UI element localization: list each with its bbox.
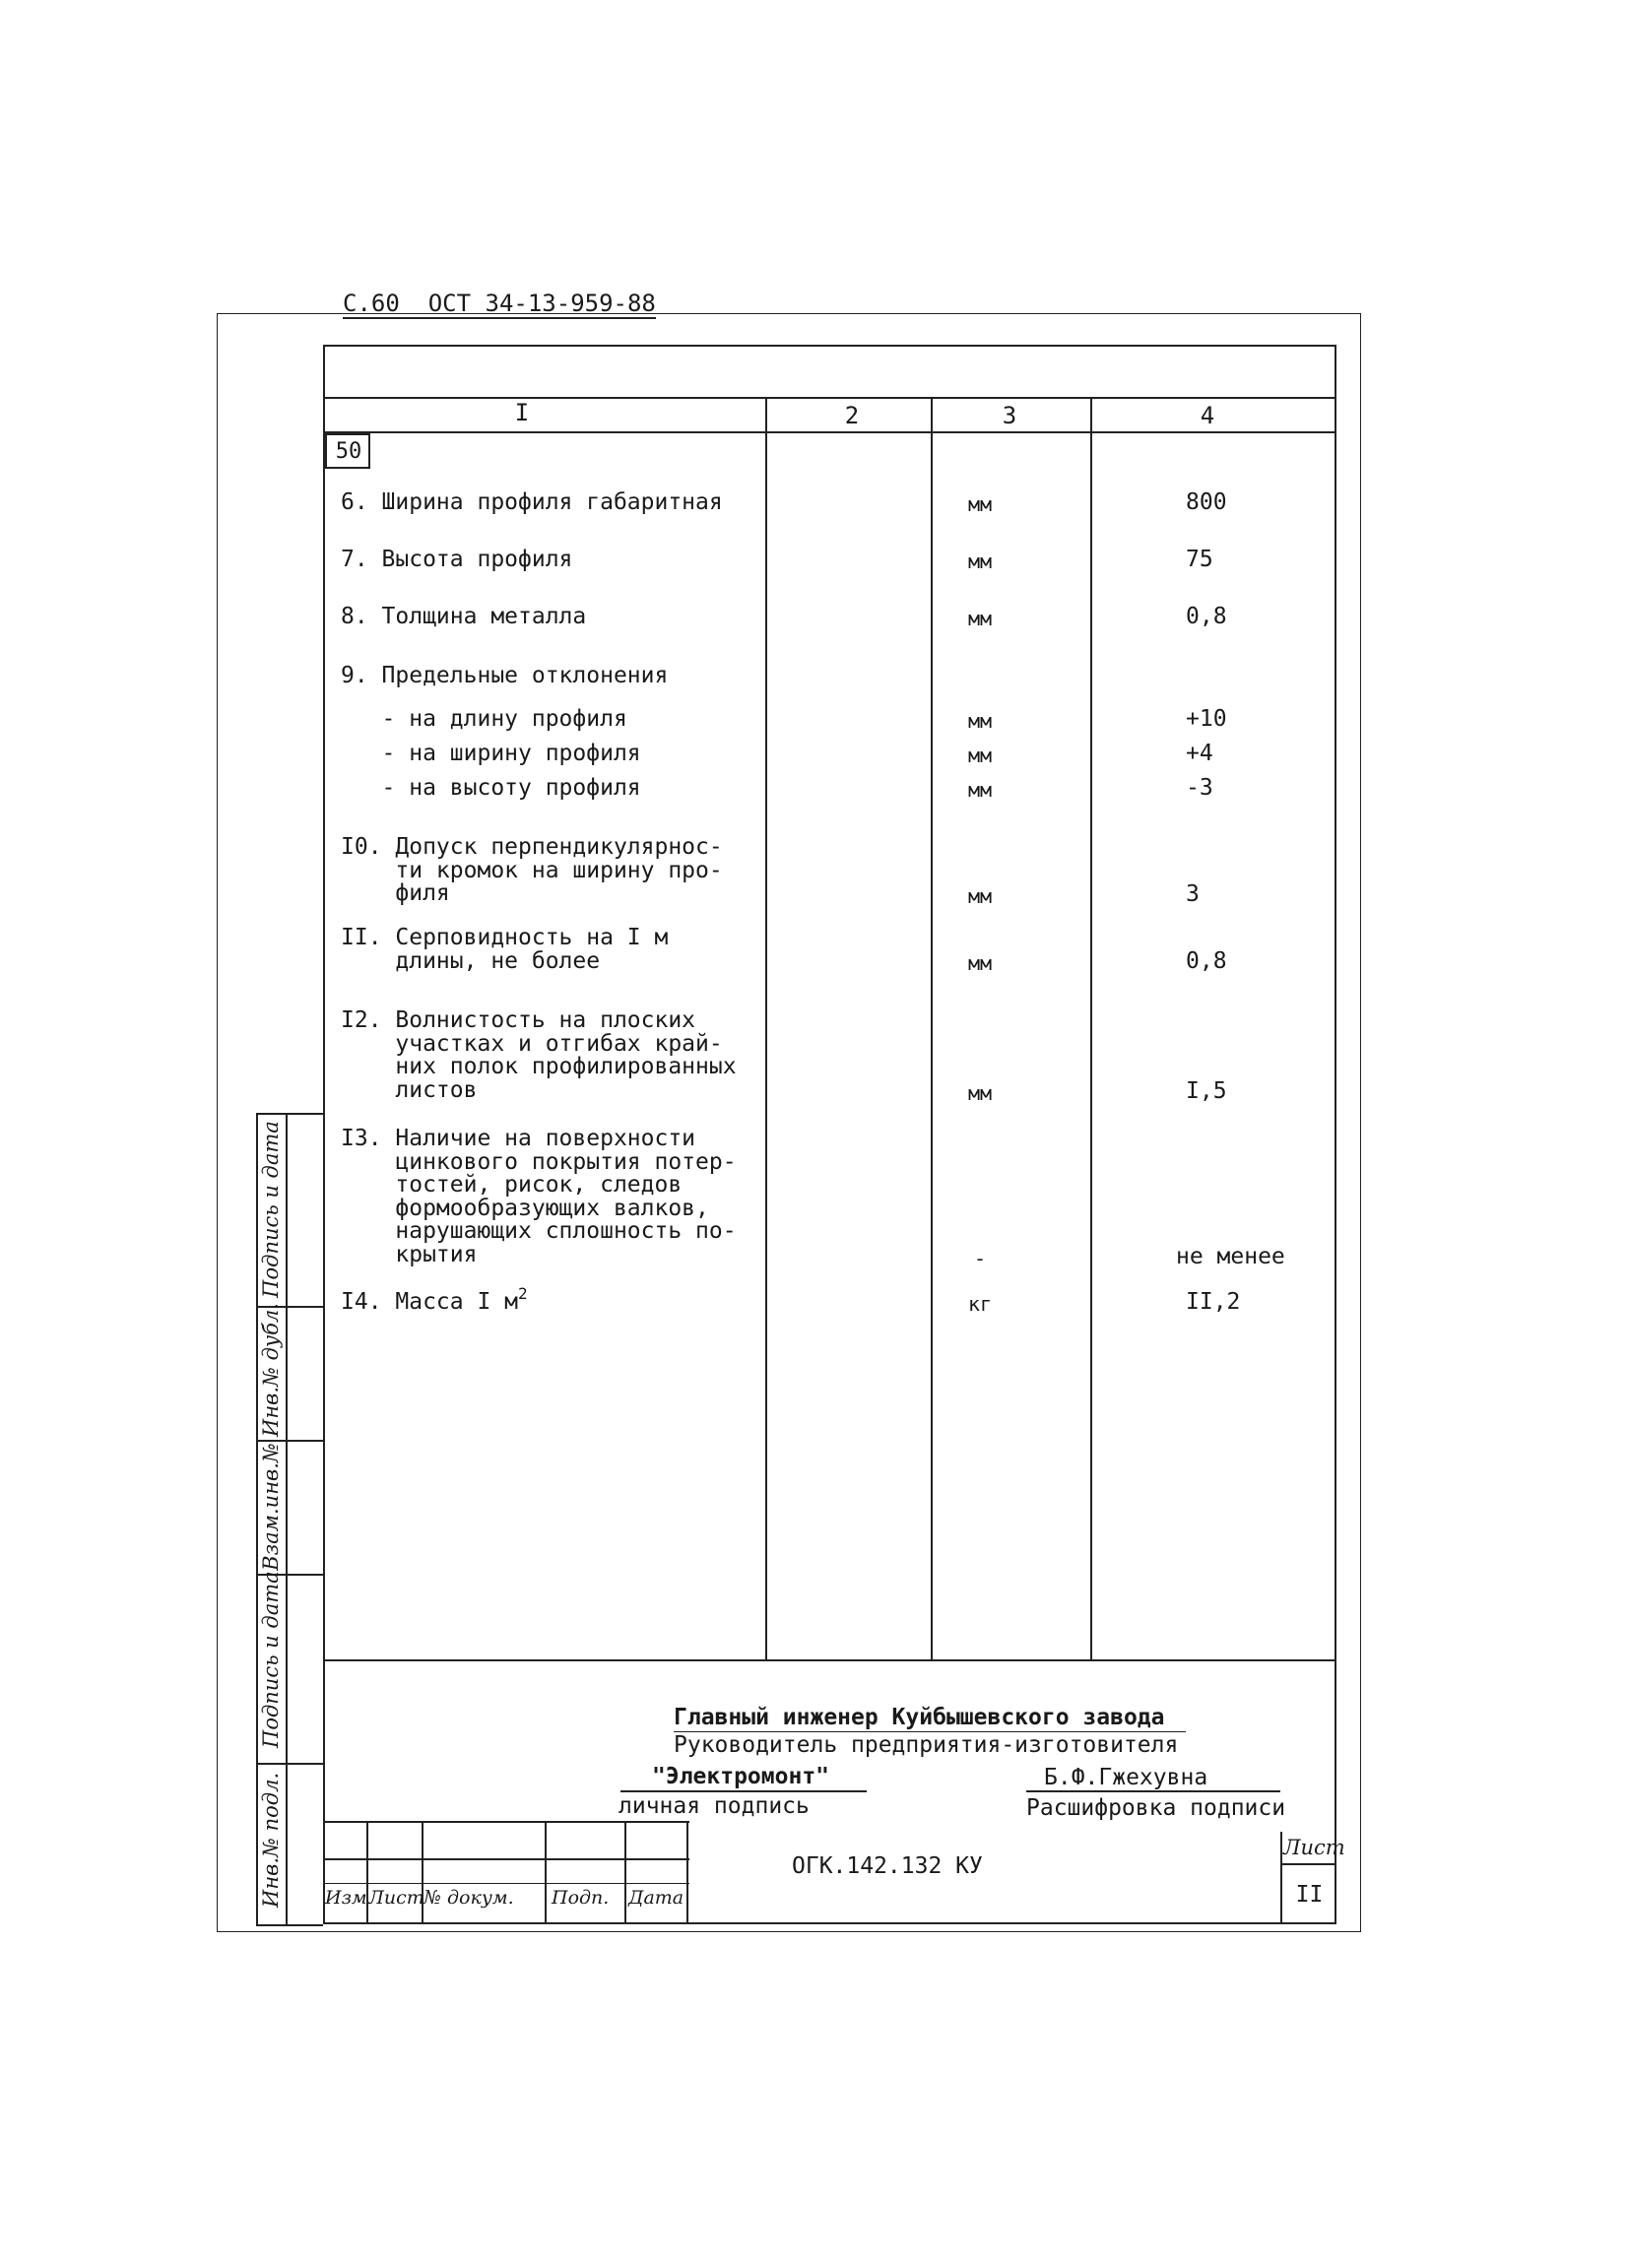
row-value: не менее (1176, 1244, 1285, 1269)
stamp-col-1 (366, 1821, 368, 1924)
row-description: цинкового покрытия потер- (341, 1148, 737, 1175)
row-description: тостей, рисок, следов (341, 1172, 683, 1198)
row-value: 75 (1186, 547, 1213, 572)
signature-line-1: Главный инженер Куйбышевского завода (674, 1705, 1165, 1730)
col-divider-1 (765, 397, 767, 1659)
page-header: С.60 ОСТ 34-13-959-88 (343, 290, 656, 317)
row-description: I4. Масса I $м^2$ (341, 1284, 528, 1315)
row-value: +10 (1186, 706, 1227, 732)
row-unit: кг (967, 1292, 993, 1316)
row-value: 3 (1186, 881, 1200, 907)
row-value: +4 (1186, 741, 1213, 766)
col-header-2: 2 (844, 402, 860, 429)
row-description: I0. Допуск перпендикулярнос- (341, 834, 723, 860)
col-header-3: 3 (1002, 402, 1017, 429)
stamp-col-3 (545, 1821, 547, 1924)
side-label-sign-date-2: Подпись и дата (259, 1571, 283, 1748)
row-unit: - (973, 1247, 987, 1270)
row-description: листов (341, 1076, 478, 1103)
row-description: ти кромок на ширину про- (341, 857, 723, 883)
side-label-dup-inv: Инв.№ дубл. (259, 1303, 283, 1437)
stamp-sheet-label: Лист (1283, 1836, 1345, 1859)
row-description: - на высоту профиля (341, 775, 641, 801)
row-unit: мм (967, 778, 993, 802)
side-label-replace-inv: Взам.инв.№ (259, 1443, 283, 1571)
stamp-doc-code: ОГК.142.132 КУ (792, 1853, 983, 1879)
row-description: них полок профилированных (341, 1054, 737, 1079)
row-value: I,5 (1186, 1078, 1227, 1104)
stamp-col-label-doc: № докум. (423, 1887, 514, 1909)
side-col-left (256, 1113, 258, 1924)
signature-sign-line (620, 1790, 867, 1792)
stamp-col-5 (686, 1821, 688, 1924)
side-row-5 (256, 1763, 323, 1765)
row-description: формообразующих валков, (341, 1195, 709, 1221)
side-row-1 (256, 1113, 323, 1115)
signature-line-2: Руководитель предприятия-изготовителя (674, 1732, 1179, 1758)
header-top-line (323, 397, 1336, 399)
stamp-col-label-izm: Изм (325, 1887, 367, 1909)
row-description: 7. Высота профиля (341, 547, 573, 572)
stamp-top-line (323, 1821, 689, 1823)
row-description: 6. Ширина профиля габаритная (341, 489, 723, 515)
row-description: длины, не более (341, 947, 601, 974)
row-description: филя (341, 880, 450, 906)
stamp-label-line (323, 1883, 689, 1884)
row-superscript: 2 (518, 1284, 528, 1303)
row-description: I2. Волнистость на плоских (341, 1007, 696, 1033)
row-description: крытия (341, 1241, 478, 1267)
row-description: - на ширину профиля (341, 741, 641, 766)
row-description: - на длину профиля (341, 706, 627, 732)
stamp-col-2 (422, 1821, 423, 1924)
row-value: 0,8 (1186, 604, 1227, 629)
stamp-sheet-number: II (1295, 1882, 1324, 1908)
stamp-col-label-list: Лист (368, 1887, 424, 1909)
row-value: -3 (1186, 775, 1213, 801)
col-divider-2 (931, 397, 933, 1659)
stamp-col-label-sign: Подп. (552, 1887, 610, 1909)
col-divider-3 (1090, 397, 1092, 1659)
row-unit: мм (967, 492, 993, 516)
row-value: 0,8 (1186, 948, 1227, 974)
row-unit: мм (967, 744, 993, 767)
row-description: 9. Предельные отклонения (341, 663, 669, 688)
stamp-col-label-date: Дата (628, 1887, 684, 1909)
row-description: II. Серповидность на I м (341, 925, 669, 950)
signature-sign-caption: личная подпись (619, 1793, 810, 1819)
row-unit: мм (967, 709, 993, 733)
row-value: II,2 (1186, 1289, 1241, 1315)
signature-name-caption: Расшифровка подписи (1026, 1795, 1286, 1821)
header-bottom-line (323, 431, 1336, 433)
row-description: нарушающих сплошность по- (341, 1218, 737, 1244)
row-unit: мм (967, 884, 993, 908)
row-unit: мм (967, 1081, 993, 1105)
signature-org: "Электромонт" (652, 1764, 830, 1789)
row-description: I3. Наличие на поверхности (341, 1126, 696, 1151)
signature-name: Б.Ф.Гжехувна (1044, 1765, 1208, 1790)
row-value: 800 (1186, 489, 1227, 515)
row-description: участках и отгибах край- (341, 1030, 723, 1057)
row-description: 8. Толщина металла (341, 604, 587, 629)
col-header-1: I (514, 399, 530, 426)
row-unit: мм (967, 951, 993, 975)
stamp-sheet-line (1280, 1863, 1336, 1865)
side-col-mid (286, 1113, 288, 1924)
side-row-3 (256, 1440, 323, 1442)
section-number: 50 (335, 439, 362, 464)
table-body-bottom-line (323, 1659, 1336, 1661)
col-header-4: 4 (1200, 402, 1215, 429)
side-label-sign-date-1: Подпись и дата (259, 1121, 283, 1298)
row-unit: мм (967, 607, 993, 630)
signature-name-line (1026, 1790, 1280, 1792)
side-label-orig-inv: Инв.№ подл. (259, 1772, 283, 1908)
stamp-col-4 (624, 1821, 626, 1924)
side-row-6 (256, 1924, 323, 1926)
stamp-mid-line (323, 1858, 689, 1860)
stamp-sheet-divider (1280, 1832, 1282, 1924)
row-unit: мм (967, 550, 993, 573)
